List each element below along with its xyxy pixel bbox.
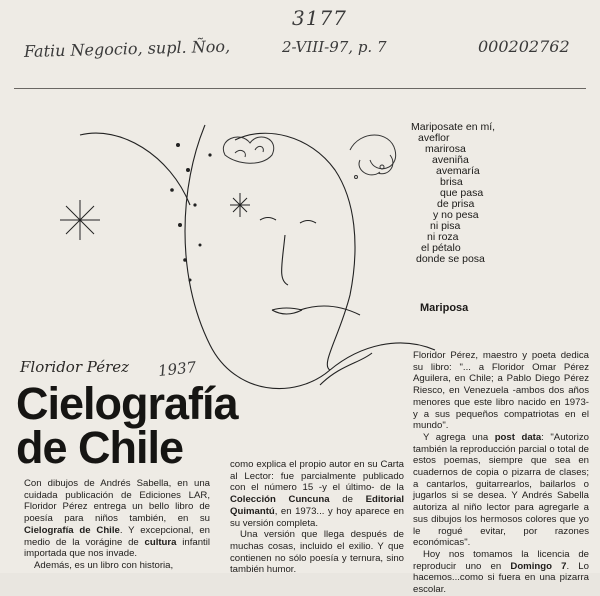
paragraph: Una versión que llega después de muchas cosas, incluido el exilio. Y que contienen no sólo poesía y ternura, sino también humor. — [230, 529, 404, 576]
handwritten-code: 000202762 — [478, 37, 570, 56]
right-eye — [300, 221, 316, 224]
headline-line: Cielografía — [16, 378, 238, 429]
hair-outline — [235, 133, 355, 370]
poem-line: aveflor — [418, 132, 450, 144]
bird-left — [320, 353, 372, 385]
poem-line: el pétalo — [421, 242, 461, 254]
poem-line: avemaría — [436, 165, 480, 177]
paragraph: Floridor Pérez, maestro y poeta dedica su libro: "... a Floridor Omar Pérez Aguilera, en Chile; a Pablo Diego Pérez Riesco, en Venezuela -ambos dos años menores que este libro nacido en 1973- y a sus pequeños compatriotas en el mundo". — [413, 350, 589, 432]
poem-line: ni roza — [427, 231, 459, 243]
article-column-1 — [24, 478, 210, 572]
paragraph: Con dibujos de Andrés Sabella, en una cuidada publicación de Ediciones LAR, Floridor Pérez entrega un bello libro de poesía para niños también, en su Cielografía de Chile. Y excepcional, en medio de la vorágine de cultura infantil importada que nos invade. — [24, 478, 211, 560]
byline: Floridor Pérez — [20, 358, 130, 376]
left-eye — [260, 218, 276, 221]
star-burst-left — [60, 200, 100, 240]
article-column-2 — [230, 459, 404, 576]
poem-line: brisa — [440, 176, 463, 188]
headline — [16, 378, 238, 473]
paragraph: Y agrega una post data: "Autorizo también la reproducción parcial o total de estos poemas, siempre que sea en cuadernos de copia o pizarra de clases; a cantarlos, guitarrearlos, bailarlos o jugarlos si se desea. Y Andrés Sabella autoriza al niño lector para agregarle a sus dibujos los hermosos colores que yo le rogué evitar, por razones económicas". — [413, 431, 589, 549]
paragraph: Además, es un libro con historia, — [34, 559, 174, 571]
paragraph: Hoy nos tomamos la licencia de reproducir uno en Domingo 7. Lo hacemos...como si fuera en una pizarra escolar. — [413, 548, 589, 596]
poem-line: aveniña — [432, 154, 469, 166]
poem-line: y no pesa — [433, 209, 479, 221]
top-rule — [14, 88, 586, 89]
hair-strand — [80, 133, 190, 205]
poem-title: Mariposa — [420, 302, 469, 314]
article-column-3 — [413, 350, 589, 596]
poem-line: Mariposate en mí, — [411, 121, 496, 133]
handwritten-date: 2-VIII-97, p. 7 — [282, 38, 387, 56]
star-burst-center — [230, 193, 250, 217]
handwritten-source: Fatiu Negocio, supl. Ñoo, — [23, 36, 231, 61]
poem-line: donde se posa — [416, 253, 485, 265]
poem-line: que pasa — [440, 187, 484, 199]
handwritten-year: 1937 — [157, 358, 198, 380]
cloud-swirl — [223, 137, 273, 163]
lips — [272, 308, 302, 314]
stars — [170, 143, 211, 282]
poem-line: ni pisa — [430, 220, 461, 232]
paragraph: como explica el propio autor en su Carta al Lector: fue parcialmente publicado con el número 15 -y el último- de la Colección Cuncuna de Editorial Quimantú, en 1973... y hoy aparece en su versión completa. — [230, 459, 404, 529]
face-outline — [185, 125, 330, 389]
wing-line — [300, 306, 360, 315]
poem-line: marirosa — [425, 143, 466, 155]
nose — [282, 235, 288, 285]
butterfly-swirl — [350, 135, 396, 179]
poem-line: de prisa — [437, 198, 475, 210]
handwritten-number: 3177 — [292, 6, 347, 30]
headline-line: de Chile — [16, 422, 184, 473]
